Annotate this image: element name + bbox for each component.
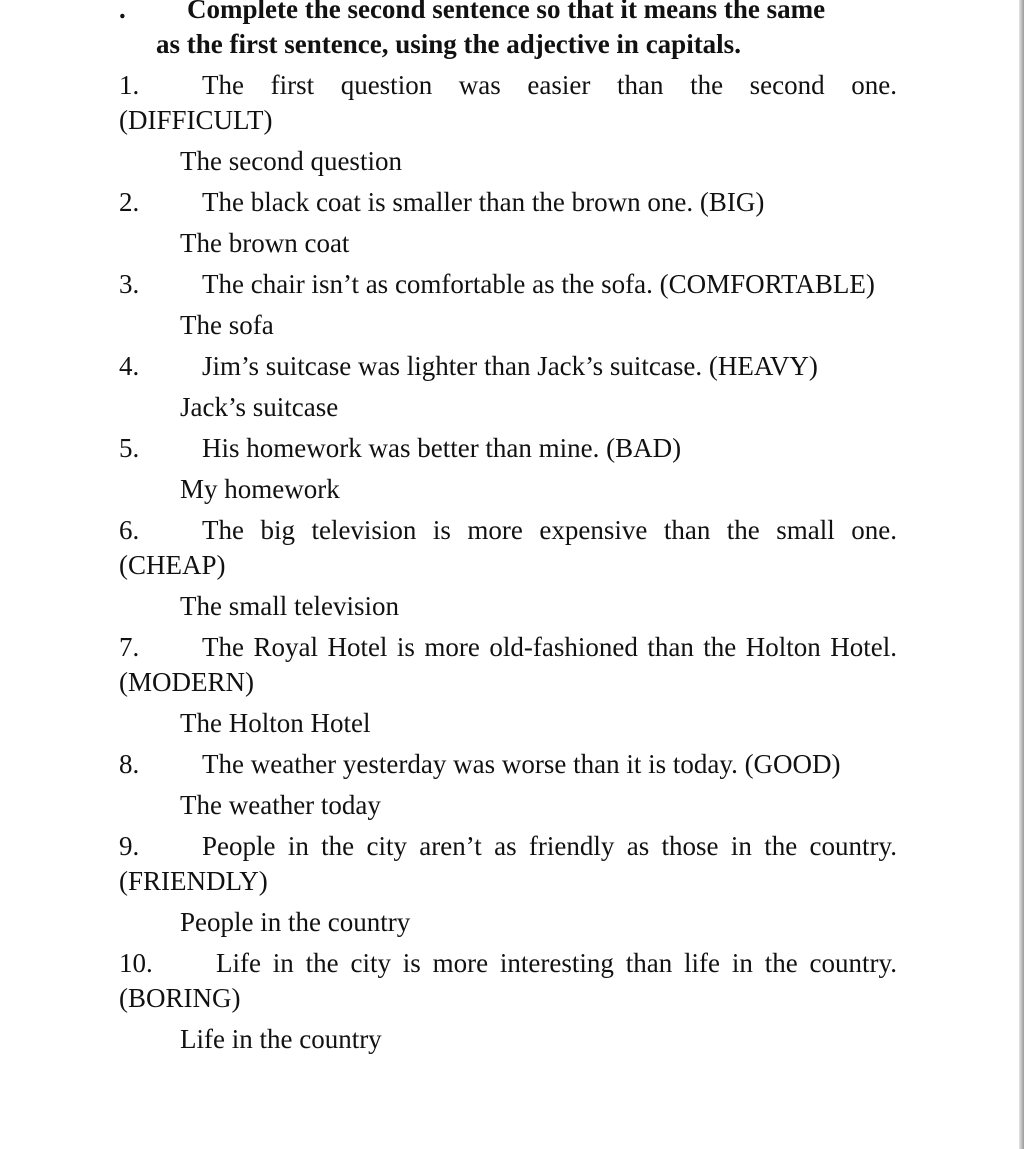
exercise-page bbox=[119, 0, 897, 1057]
exercise-item-4 bbox=[119, 349, 897, 425]
answer-start: My homework bbox=[180, 474, 340, 504]
question-text bbox=[119, 185, 897, 220]
question-sentence: The big television is more expensive than the small one. (CHEAP) bbox=[119, 515, 897, 580]
exercise-item-9 bbox=[119, 829, 897, 940]
instruction-line-1: Complete the second sentence so that it means the same bbox=[187, 0, 826, 24]
item-number: 7. bbox=[119, 632, 140, 662]
question-text bbox=[119, 68, 897, 138]
exercise-item-10 bbox=[119, 946, 897, 1057]
exercise-item-8 bbox=[119, 747, 897, 823]
question-text bbox=[119, 513, 897, 583]
exercise-item-7 bbox=[119, 630, 897, 741]
answer-start: People in the country bbox=[180, 907, 411, 937]
instruction-line-2: as the first sentence, using the adjective in capitals. bbox=[156, 29, 741, 59]
answer-start: The sofa bbox=[180, 310, 274, 340]
item-number: 10. bbox=[119, 948, 153, 978]
question-text bbox=[119, 267, 897, 302]
item-number: 6. bbox=[119, 515, 140, 545]
exercise-item-3 bbox=[119, 267, 897, 343]
question-sentence: The weather yesterday was worse than it is today. (GOOD) bbox=[202, 749, 841, 779]
answer-start: The second question bbox=[180, 146, 402, 176]
question-text bbox=[119, 946, 897, 1016]
exercise-item-5 bbox=[119, 431, 897, 507]
exercise-item-6 bbox=[119, 513, 897, 624]
question-sentence: The chair isn’t as comfortable as the sofa. (COMFORTABLE) bbox=[202, 269, 875, 299]
question-sentence: People in the city aren’t as friendly as those in the country. (FRIENDLY) bbox=[119, 831, 897, 896]
question-text bbox=[119, 349, 897, 384]
item-number: 5. bbox=[119, 433, 140, 463]
answer-start: Life in the country bbox=[180, 1024, 382, 1054]
question-sentence: Jim’s suitcase was lighter than Jack’s suitcase. (HEAVY) bbox=[202, 351, 818, 381]
question-text bbox=[119, 630, 897, 700]
exercise-item-1 bbox=[119, 68, 897, 179]
item-number: 1. bbox=[119, 70, 140, 100]
question-text bbox=[119, 431, 897, 466]
instruction-bullet: . bbox=[119, 0, 126, 24]
question-text bbox=[119, 747, 897, 782]
instruction bbox=[119, 0, 897, 62]
item-number: 8. bbox=[119, 749, 140, 779]
answer-start: The brown coat bbox=[180, 228, 350, 258]
answer-start: The small television bbox=[180, 591, 399, 621]
item-number: 9. bbox=[119, 831, 140, 861]
item-number: 3. bbox=[119, 269, 140, 299]
answer-start: Jack’s suitcase bbox=[180, 392, 339, 422]
question-sentence: The first question was easier than the second one. (DIFFICULT) bbox=[119, 70, 897, 135]
item-number: 4. bbox=[119, 351, 140, 381]
question-sentence: The black coat is smaller than the brown one. (BIG) bbox=[202, 187, 765, 217]
exercise-item-2 bbox=[119, 185, 897, 261]
item-number: 2. bbox=[119, 187, 140, 217]
question-sentence: His homework was better than mine. (BAD) bbox=[202, 433, 682, 463]
answer-start: The weather today bbox=[180, 790, 381, 820]
question-sentence: The Royal Hotel is more old-fashioned than the Holton Hotel. (MODERN) bbox=[119, 632, 897, 697]
page-edge-shadow bbox=[1019, 0, 1024, 1149]
question-sentence: Life in the city is more interesting than life in the country. (BORING) bbox=[119, 948, 897, 1013]
answer-start: The Holton Hotel bbox=[180, 708, 371, 738]
question-text bbox=[119, 829, 897, 899]
